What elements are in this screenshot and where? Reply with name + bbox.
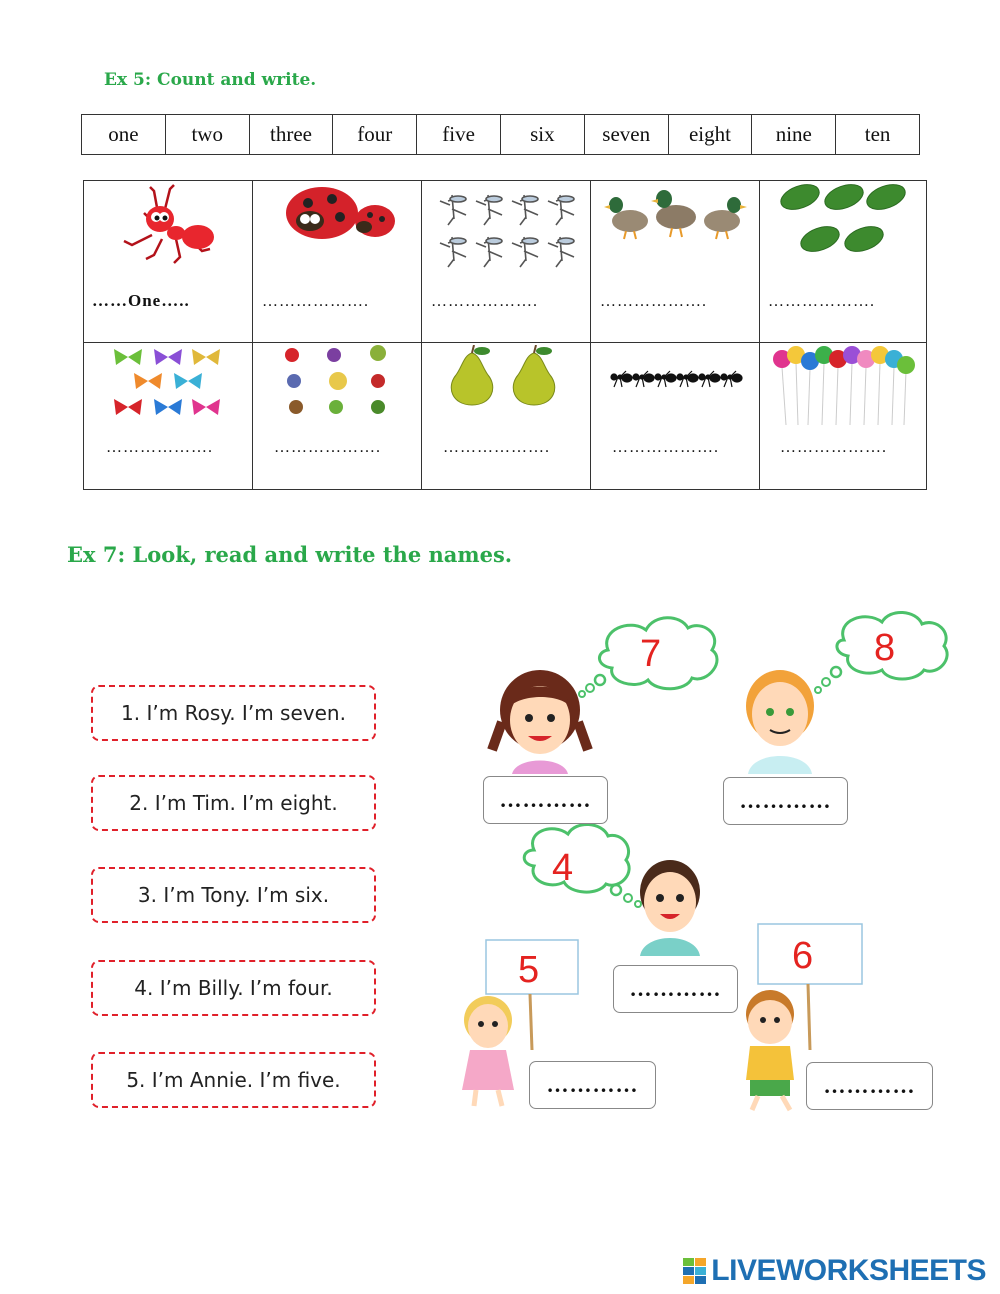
boy-billy-figure xyxy=(640,860,700,956)
sentence-card: 1. I’m Rosy. I’m seven. xyxy=(91,685,376,741)
pears-picture xyxy=(442,345,570,409)
sentence-card: 5. I’m Annie. I’m five. xyxy=(91,1052,376,1108)
number-four: 4 xyxy=(552,847,574,889)
children-illustration xyxy=(440,610,950,1130)
name-input-tony[interactable]: ………… xyxy=(806,1062,933,1110)
word-bank-cell: five xyxy=(417,115,501,154)
svg-text:6: 6 xyxy=(792,935,814,977)
word-bank-cell: four xyxy=(333,115,417,154)
boy-tim-figure xyxy=(746,670,814,774)
ex5-title: Ex 5: Count and write. xyxy=(104,70,317,90)
butterflies-picture xyxy=(110,345,228,421)
ex7-title: Ex 7: Look, read and write the names. xyxy=(67,542,513,567)
thought-bubble xyxy=(815,612,947,693)
balloons-picture xyxy=(768,345,918,427)
svg-text:5: 5 xyxy=(518,949,540,991)
answer-blank[interactable]: ………………. xyxy=(780,439,887,456)
sentence-card: 4. I’m Billy. I’m four. xyxy=(91,960,376,1016)
leaves-picture xyxy=(776,183,911,257)
answer-blank[interactable]: ………………. xyxy=(262,293,369,310)
answer-blank[interactable]: ………………. xyxy=(443,439,550,456)
logo-icon xyxy=(683,1258,707,1284)
thought-bubble xyxy=(524,824,641,907)
boy-tony-figure xyxy=(746,990,794,1110)
word-bank xyxy=(81,114,920,155)
word-bank-cell: nine xyxy=(752,115,836,154)
ladybugs-picture xyxy=(280,181,400,243)
answer-blank[interactable]: ……One….. xyxy=(92,291,190,310)
ants-picture xyxy=(606,359,746,399)
counting-grid xyxy=(83,180,927,490)
answer-blank[interactable]: ………………. xyxy=(768,293,875,310)
number-eight: 8 xyxy=(874,627,896,669)
name-input-tim[interactable]: ………… xyxy=(723,777,848,825)
answer-blank[interactable]: ………………. xyxy=(106,439,213,456)
answer-blank[interactable]: ………………. xyxy=(612,439,719,456)
name-input-annie[interactable]: ………… xyxy=(529,1061,656,1109)
sentence-card: 3. I’m Tony. I’m six. xyxy=(91,867,376,923)
girl-annie-figure xyxy=(462,996,514,1106)
name-input-billy[interactable]: ………… xyxy=(613,965,738,1013)
answer-blank[interactable]: ………………. xyxy=(431,293,538,310)
name-input-rosy[interactable]: ………… xyxy=(483,776,608,824)
girl-rosy-figure xyxy=(492,670,588,774)
liveworksheets-logo xyxy=(683,1254,986,1288)
word-bank-cell: two xyxy=(166,115,250,154)
word-bank-cell: three xyxy=(250,115,334,154)
ant-picture xyxy=(114,183,224,265)
thought-bubble xyxy=(579,618,717,697)
word-bank-cell: seven xyxy=(585,115,669,154)
word-bank-cell: one xyxy=(82,115,166,154)
answer-blank[interactable]: ………………. xyxy=(600,293,707,310)
answer-blank[interactable]: ………………. xyxy=(274,439,381,456)
word-bank-cell: ten xyxy=(864,122,891,146)
number-seven: 7 xyxy=(640,633,662,675)
word-bank-cell: eight xyxy=(669,115,753,154)
ducks-picture xyxy=(604,181,749,245)
mosquitoes-picture xyxy=(432,185,582,269)
sentence-card: 2. I’m Tim. I’m eight. xyxy=(91,775,376,831)
bugs-picture xyxy=(278,345,398,421)
word-bank-cell: six xyxy=(501,115,585,154)
logo-text: LIVEWORKSHEETS xyxy=(711,1254,986,1287)
